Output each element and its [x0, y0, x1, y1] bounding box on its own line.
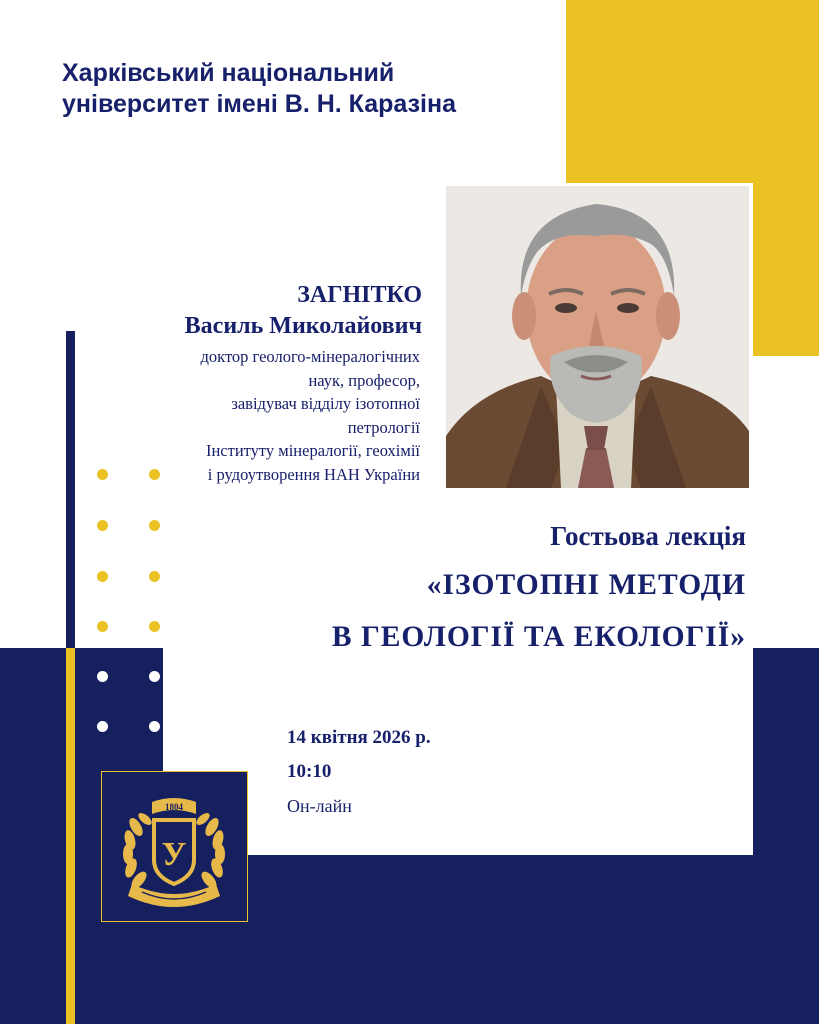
decor-dot [97, 469, 108, 480]
decor-dot [97, 520, 108, 531]
speaker-portrait-image [446, 186, 749, 488]
speaker-detail-line: завідувач відділу ізотопної [231, 394, 420, 414]
university-title-line2: університет імені В. Н. Каразіна [62, 90, 456, 118]
decor-dot [97, 621, 108, 632]
speaker-portrait [446, 186, 749, 488]
lecture-title-line1: «ІЗОТОПНІ МЕТОДИ [426, 569, 746, 601]
speaker-detail-line: Інституту мінералогії, геохімії [205, 441, 420, 461]
emblem-frame [101, 771, 248, 922]
speaker-detail-line: наук, професор, [308, 370, 420, 390]
speaker-surname: ЗАГНІТКО [297, 282, 422, 308]
speaker-detail-line: і рудоутворення НАН України [207, 464, 420, 484]
speaker-detail-line: доктор геолого-мінералогічних [200, 347, 420, 366]
decor-dot [149, 621, 160, 632]
speaker-detail-line: петрології [347, 417, 420, 437]
university-title [62, 58, 542, 120]
decor-dot [149, 671, 160, 682]
event-date: 14 квітня 2026 р. [287, 727, 431, 748]
emblem-year: 1804 [165, 802, 183, 812]
lecture-label: Гостьова лекція [550, 521, 746, 551]
speaker-name: Василь Миколайович [184, 313, 422, 339]
yellow-accent-bar [66, 648, 75, 1024]
navy-accent-bar [66, 331, 75, 648]
decor-dot [149, 721, 160, 732]
decor-dot [97, 721, 108, 732]
decor-dot [97, 571, 108, 582]
lecture-title-line2: В ГЕОЛОГІЇ ТА ЕКОЛОГІЇ» [331, 621, 746, 653]
emblem-letter: У [161, 836, 187, 873]
decor-dot [149, 571, 160, 582]
university-emblem-icon [102, 772, 246, 920]
speaker-details [110, 345, 420, 487]
decor-dot [149, 520, 160, 531]
university-title-line1: Харківський національний [62, 59, 395, 87]
event-time: 10:10 [287, 761, 332, 782]
decor-dot [97, 671, 108, 682]
event-format: Он-лайн [287, 796, 352, 816]
